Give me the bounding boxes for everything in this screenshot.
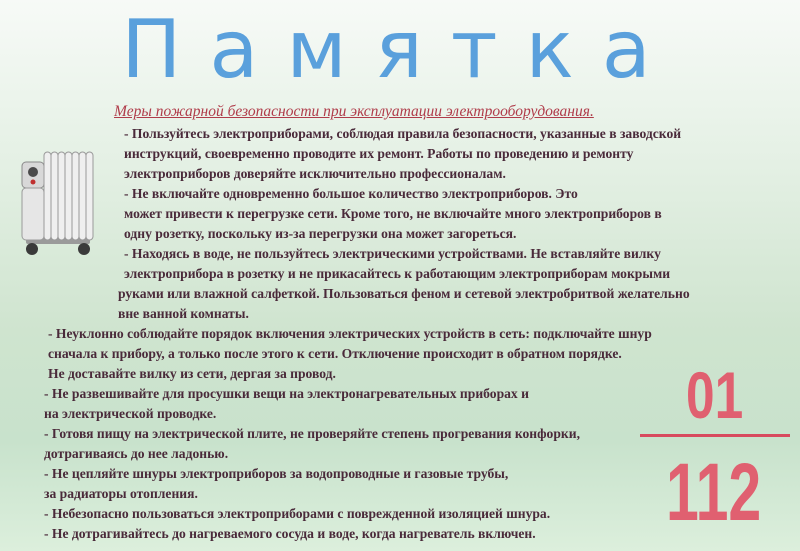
text-line: - Не дотрагивайтесь до нагреваемого сосуда и воде, когда нагреватель включен. — [44, 526, 536, 541]
emergency-number-01: 01 — [686, 358, 744, 432]
text-line: на электрической проводке. — [44, 406, 217, 421]
text-line: дотрагиваясь до нее ладонью. — [44, 446, 229, 461]
text-line: - Неуклонно соблюдайте порядок включения электрических устройств в сеть: подключайте шнур — [48, 326, 652, 341]
text-line: руками или влажной салфеткой. Пользоваться феном и сетевой электробритвой желательно — [118, 286, 690, 301]
oil-heater-image — [20, 148, 100, 258]
emergency-number-112: 112 — [666, 447, 762, 538]
text-line: - Готовя пищу на электрической плите, не проверяйте степень прогревания конфорки, — [44, 426, 580, 441]
text-line: электроприборов доверяйте исключительно профессионалам. — [124, 166, 506, 181]
text-line: - Небезопасно пользоваться электроприборами с поврежденной изоляцией шнура. — [44, 506, 551, 521]
text-line: - Не включайте одновременно большое количество электроприборов. Это — [124, 186, 578, 201]
text-line: - Не цепляйте шнуры электроприборов за водопроводные и газовые трубы, — [44, 466, 509, 481]
text-line: - Не развешивайте для просушки вещи на электронагревательных приборах и — [44, 386, 529, 401]
text-line: - Находясь в воде, не пользуйтесь электрическими устройствами. Не вставляйте вилку — [124, 246, 661, 261]
text-line: за радиаторы отопления. — [44, 486, 198, 501]
text-line: одну розетку, поскольку из-за перегрузки она может загореться. — [124, 226, 517, 241]
page-title: Памятка — [121, 3, 679, 96]
text-line: инструкций, своевременно проводите их ремонт. Работы по проведению и ремонту — [124, 146, 634, 161]
divider-line — [640, 434, 790, 437]
text-line: вне ванной комнаты. — [118, 306, 249, 321]
text-line: сначала к прибору, а только после этого к сети. Отключение происходит в обратном порядке. — [48, 346, 622, 361]
subtitle: Меры пожарной безопасности при эксплуатации электрооборудования. — [114, 103, 594, 120]
text-line: может привести к перегрузке сети. Кроме того, не включайте много электроприборов в — [124, 206, 662, 221]
text-line: - Пользуйтесь электроприборами, соблюдая правила безопасности, указанные в заводской — [124, 126, 682, 141]
text-line: электроприбора в розетку и не прикасайтесь к работающим электроприборам мокрыми — [124, 266, 671, 281]
text-line: Не доставайте вилку из сети, дергая за провод. — [48, 366, 336, 381]
